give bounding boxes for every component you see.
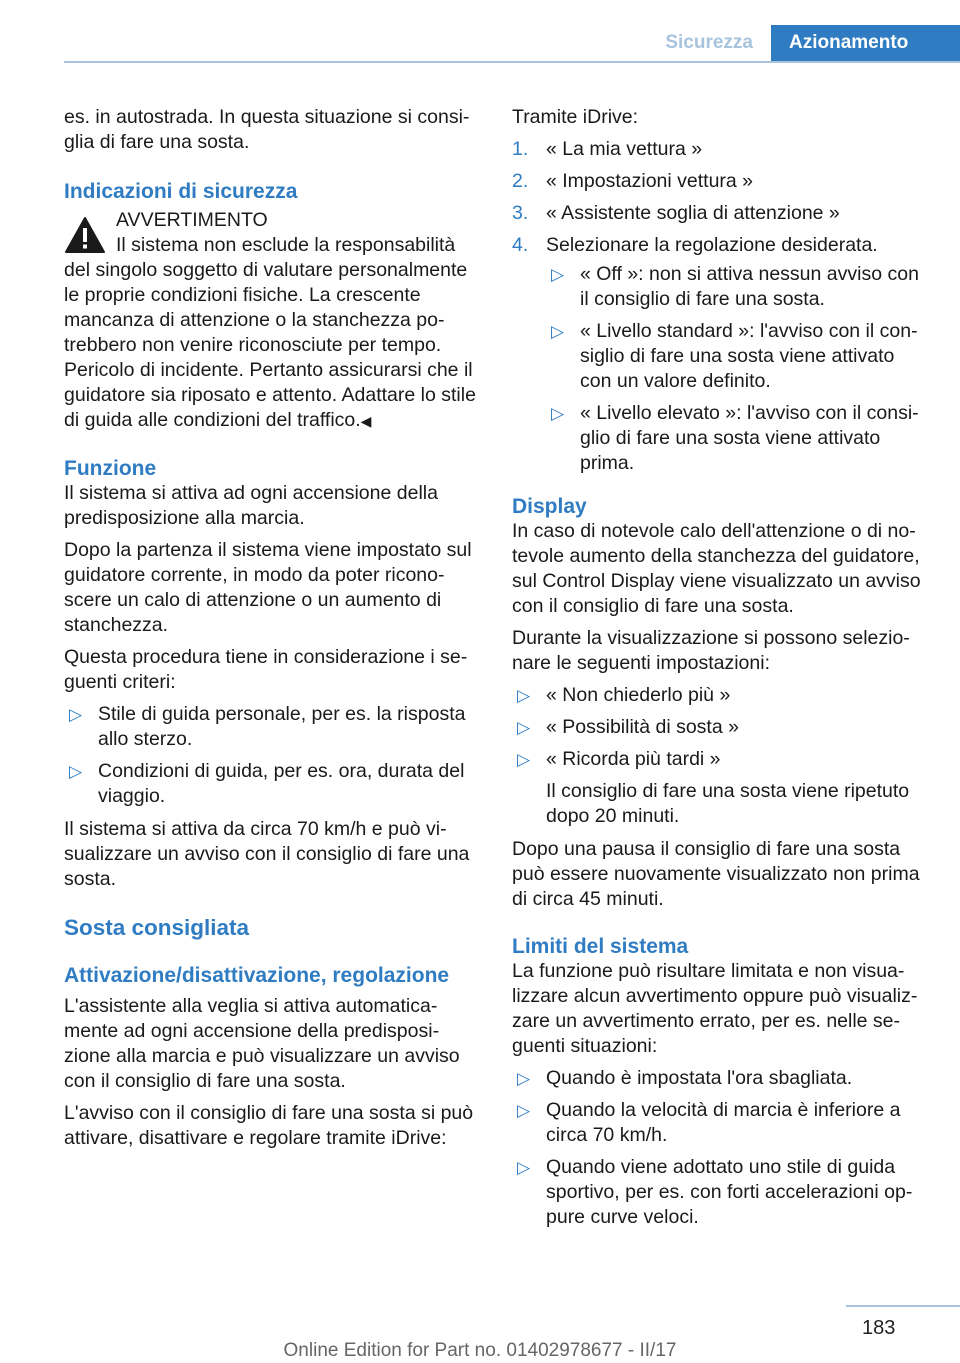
function-paragraph-3: Questa procedura tiene in considerazione i se-guenti criteri: — [64, 646, 468, 693]
end-mark-icon: ◀ — [360, 413, 372, 429]
criteria-list — [64, 702, 480, 809]
list-item-text: Quando è impostata l'ora sbagliata. — [546, 1067, 853, 1089]
list-item — [512, 715, 928, 740]
list-item — [512, 1098, 928, 1148]
triangle-bullet-icon: ▷ — [517, 686, 531, 705]
triangle-bullet-icon: ▷ — [517, 718, 531, 737]
list-item — [512, 1066, 928, 1091]
triangle-bullet-icon: ▷ — [551, 404, 565, 423]
activation-paragraph-2: L'avviso con il consiglio di fare una sosta si può attivare, disattivare e regolare tramite iDrive: — [64, 1102, 474, 1149]
list-item-text: « Non chiederlo più » — [546, 684, 731, 706]
list-item-text: Quando viene adottato uno stile di guida sportivo, per es. con forti accelerazioni op-pure curve veloci. — [546, 1156, 913, 1228]
page-number: 183 — [862, 1317, 896, 1339]
triangle-bullet-icon: ▷ — [517, 1158, 531, 1177]
header-tabs — [647, 25, 960, 61]
list-item — [512, 1155, 928, 1230]
list-item — [546, 319, 928, 394]
step-text: « Assistente soglia di attenzione » — [546, 202, 840, 224]
header-rule — [64, 61, 960, 63]
triangle-bullet-icon: ▷ — [69, 705, 83, 724]
function-paragraph-2: Dopo la partenza il sistema viene impostato sul guidatore corrente, in modo da poter ricono-scere un calo di attenzione o un aumento di stanchezza. — [64, 539, 472, 636]
triangle-bullet-icon: ▷ — [551, 265, 565, 284]
settings-list — [546, 262, 928, 476]
activation-paragraph-1: L'assistente alla veglia si attiva automatica-mente ad ogni accensione della predisposi-zione alla marcia e può visualizzare un avviso con il consiglio di fare una sosta. — [64, 995, 460, 1092]
warning-title: AVVERTIMENTO — [116, 209, 268, 231]
triangle-bullet-icon: ▷ — [517, 1069, 531, 1088]
step-text: Selezionare la regolazione desiderata. — [546, 234, 878, 256]
step-number: 1. — [512, 138, 529, 160]
heading-function: Funzione — [64, 457, 157, 480]
step-number: 2. — [512, 170, 529, 192]
heading-display: Display — [512, 495, 587, 518]
step-number: 3. — [512, 202, 529, 224]
chapter-tab: Azionamento — [771, 25, 960, 61]
display-paragraph-2: Durante la visualizzazione si possono selezio-nare le seguenti impostazioni: — [512, 627, 910, 674]
list-item-text: « Livello standard »: l'avviso con il con-siglio di fare una sosta viene attivato con un valore definito. — [580, 320, 918, 392]
remind-note: Il consiglio di fare una sosta viene ripetuto dopo 20 minuti. — [546, 780, 910, 827]
list-item-text: « Livello elevato »: l'avviso con il consi-glio di fare una sosta viene attivato prima. — [580, 402, 919, 474]
step-number: 4. — [512, 234, 529, 256]
triangle-bullet-icon: ▷ — [551, 322, 565, 341]
list-item — [512, 201, 928, 226]
heading-activation: Attivazione/disattivazione, regolazione — [64, 964, 450, 987]
intro-paragraph: es. in autostrada. In questa situazione si consi-glia di fare una sosta. — [64, 106, 470, 153]
warning-triangle-icon — [64, 216, 106, 254]
function-paragraph-4: Il sistema si attiva da circa 70 km/h e può vi-sualizzare un avviso con il consiglio di fare una sosta. — [64, 818, 470, 890]
list-item — [546, 262, 928, 312]
display-paragraph-1: In caso di notevole calo dell'attenzione o di no-tevole aumento della stanchezza del guidatore, sul Control Display viene visualizzato un avviso con il consiglio di fare una sosta. — [512, 520, 921, 617]
list-item — [64, 759, 480, 809]
right-column — [512, 105, 928, 1238]
section-tab: Sicurezza — [647, 25, 771, 61]
list-item — [512, 683, 928, 708]
display-options-list — [512, 683, 928, 829]
triangle-bullet-icon: ▷ — [517, 750, 531, 769]
warning-block — [64, 208, 480, 434]
heading-rest: Sosta consigliata — [64, 915, 250, 940]
limits-paragraph: La funzione può risultare limitata e non visua-lizzare alcun avvertimento oppure può visualiz-zare un avvertimento errato, per es. nelle se-guenti situazioni: — [512, 960, 918, 1057]
warning-text — [64, 258, 480, 434]
display-paragraph-3: Dopo una pausa il consiglio di fare una sosta può essere nuovamente visualizzato non prima di circa 45 minuti. — [512, 838, 920, 910]
idrive-intro: Tramite iDrive: — [512, 106, 639, 128]
footer-edition: Online Edition for Part no. 01402978677 - II/17 — [283, 1340, 677, 1361]
left-column — [64, 105, 480, 1158]
list-item-text: Quando la velocità di marcia è inferiore a circa 70 km/h. — [546, 1099, 901, 1146]
list-item — [512, 747, 928, 829]
list-item — [512, 137, 928, 162]
step-text: « La mia vettura » — [546, 138, 703, 160]
list-item — [64, 702, 480, 752]
function-paragraph-1: Il sistema si attiva ad ogni accensione della predisposizione alla marcia. — [64, 482, 438, 529]
list-item — [546, 401, 928, 476]
list-item-text: « Possibilità di sosta » — [546, 716, 739, 738]
heading-safety: Indicazioni di sicurezza — [64, 180, 298, 203]
list-item-text: « Off »: non si attiva nessun avviso con il consiglio di fare una sosta. — [580, 263, 919, 310]
idrive-steps — [512, 137, 928, 476]
list-item — [512, 233, 928, 476]
warning-text-line1: Il sistema non esclude la responsabilità — [116, 234, 456, 256]
warning-text-rest: del singolo soggetto di valutare personalmente le proprie condizioni fisiche. La crescente mancanza di attenzione o la stanchezza po-trebbero non venire riconosciute per tempo. Pericolo di incidente. Pertanto assicurarsi che il guidatore sia riposato e attento. Adattare lo stile di guida alle condizioni del traffico. — [64, 259, 476, 431]
list-item — [512, 169, 928, 194]
triangle-bullet-icon: ▷ — [69, 762, 83, 781]
list-item-text: « Ricorda più tardi » — [546, 748, 721, 770]
heading-limits: Limiti del sistema — [512, 935, 689, 958]
footer-rule — [846, 1305, 960, 1307]
limits-list — [512, 1066, 928, 1230]
step-text: « Impostazioni vettura » — [546, 170, 754, 192]
triangle-bullet-icon: ▷ — [517, 1101, 531, 1120]
list-item-text: Condizioni di guida, per es. ora, durata del viaggio. — [98, 760, 465, 807]
list-item-text: Stile di guida personale, per es. la risposta allo sterzo. — [98, 703, 466, 750]
